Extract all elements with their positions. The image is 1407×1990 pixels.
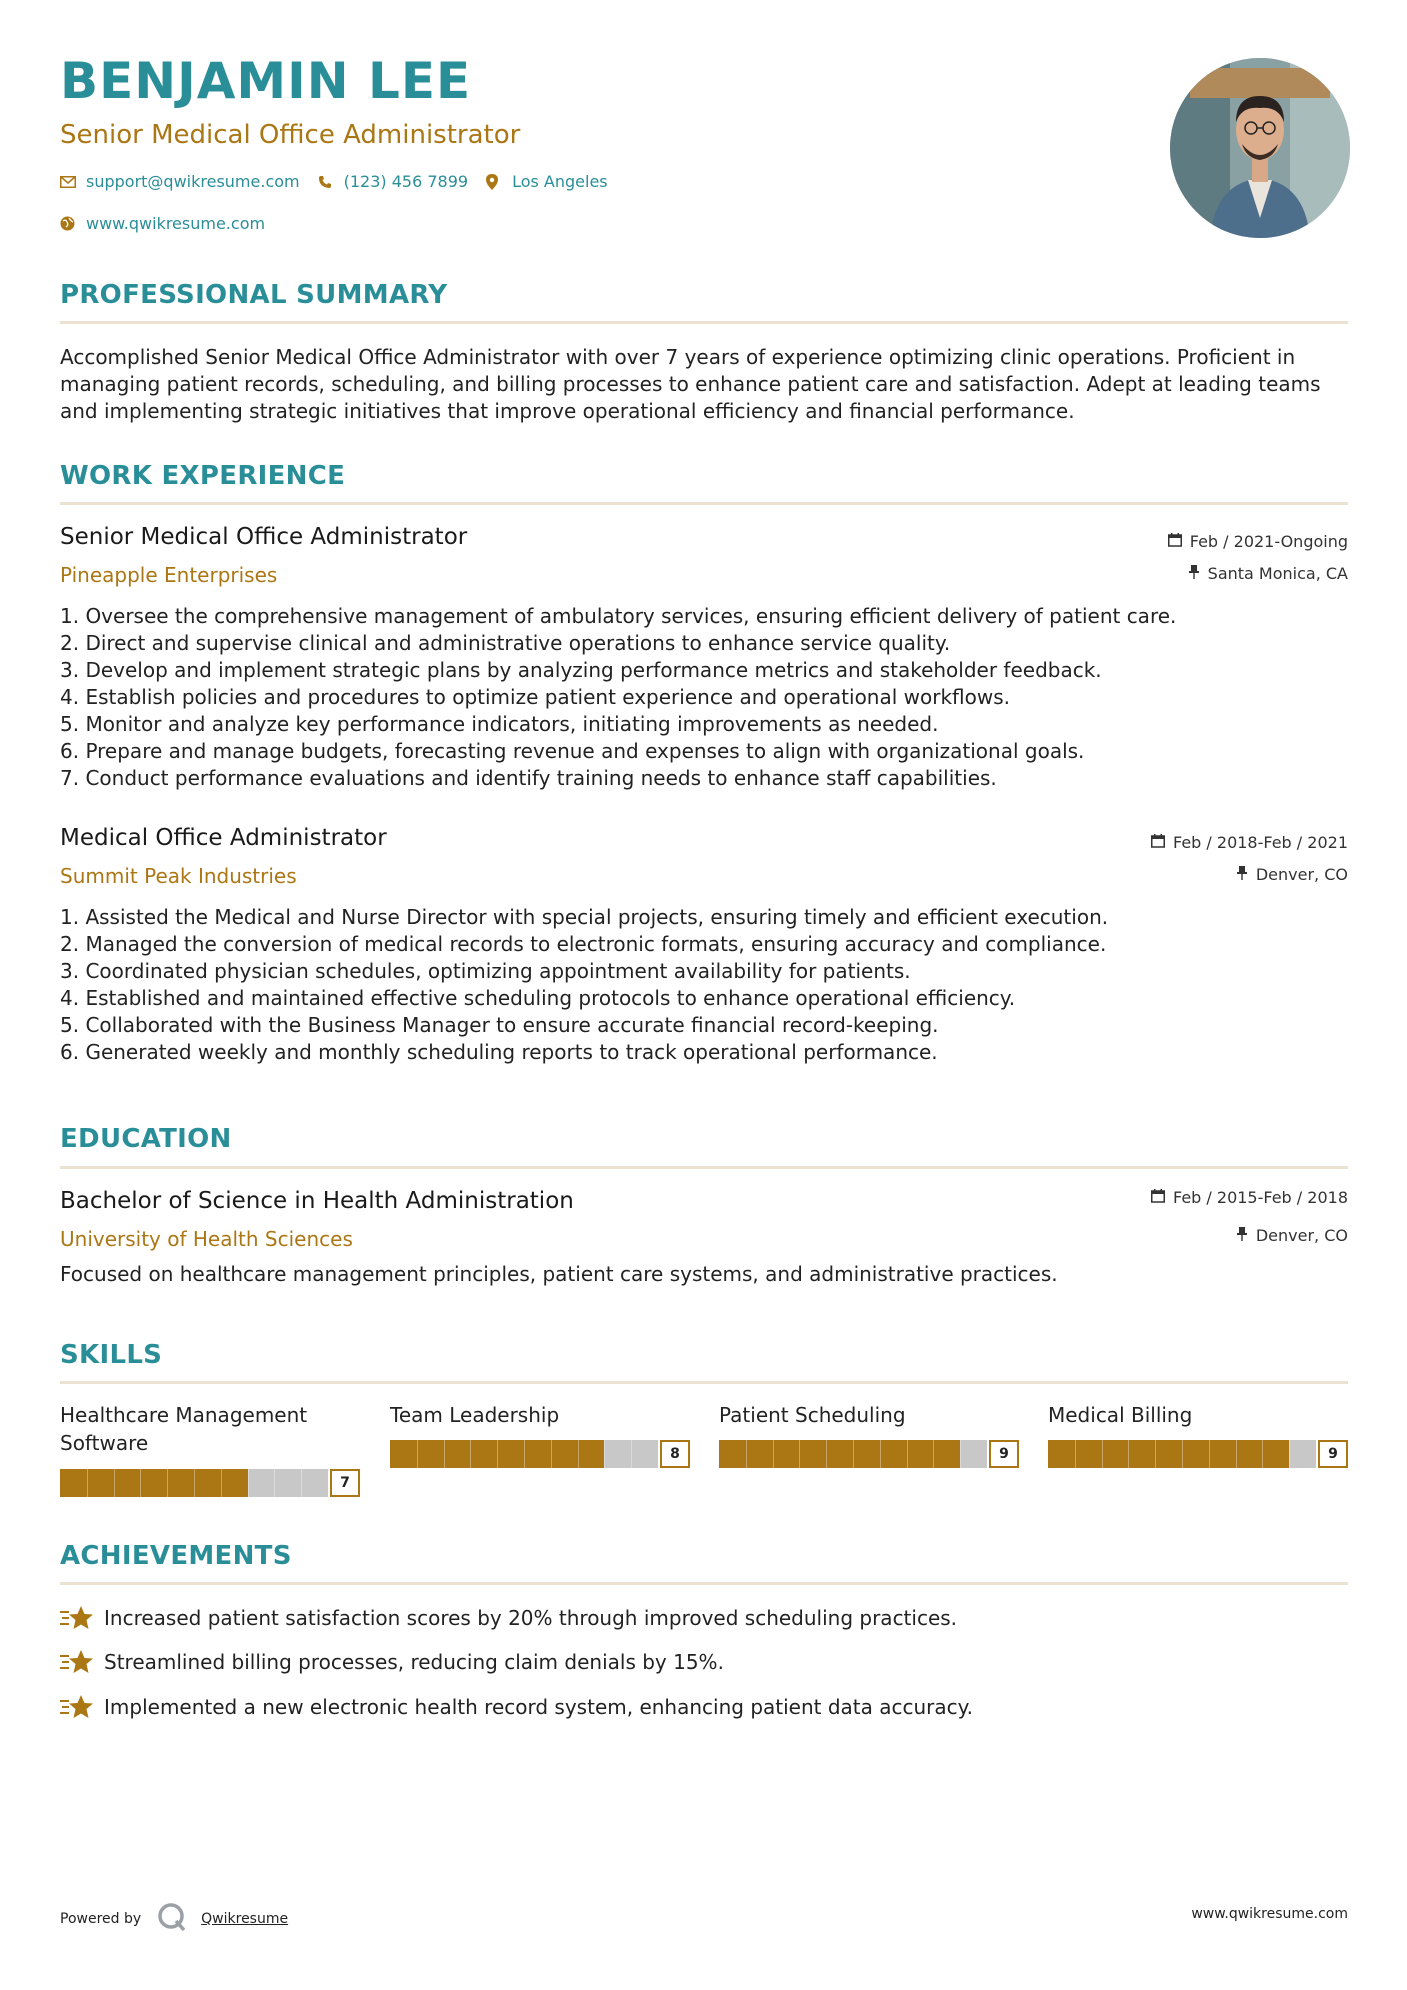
calendar-icon (1168, 533, 1182, 551)
job-location-text: Denver, CO (1255, 865, 1348, 884)
skill-level-badge: 8 (660, 1440, 690, 1468)
skill-bar-fill (1048, 1440, 1289, 1468)
skill-bar-fill (60, 1469, 248, 1497)
skill-name: Team Leadership (390, 1403, 560, 1427)
achievement-item (60, 1694, 973, 1720)
skill-bar-track (390, 1440, 658, 1468)
envelope-icon (60, 176, 86, 188)
skill-bar-segment (880, 1440, 881, 1468)
education-description: Focused on healthcare management principles, patient care systems, and administrative practices. (60, 1262, 1058, 1286)
skill-bar-track (719, 1440, 987, 1468)
skill-bar-segment (853, 1440, 854, 1468)
section-divider (60, 1166, 1348, 1169)
skill-bar-segment (960, 1440, 961, 1468)
company-name: Summit Peak Industries (60, 864, 297, 888)
skill-name: Healthcare Management Software (60, 1403, 308, 1455)
candidate-name: BENJAMIN LEE (60, 52, 472, 110)
skill-bar-segment (470, 1440, 471, 1468)
skill-level-badge: 9 (989, 1440, 1019, 1468)
skill-bar-segment (604, 1440, 605, 1468)
list-item: 2. Managed the conversion of medical records to electronic formats, ensuring accuracy and compliance. (60, 932, 1107, 956)
company-name: Pineapple Enterprises (60, 563, 278, 587)
skill-name: Medical Billing (1048, 1403, 1193, 1427)
list-item: 5. Monitor and analyze key performance indicators, initiating improvements as needed. (60, 712, 939, 736)
skill-bar-segment (194, 1469, 195, 1497)
skill-bar-fill (719, 1440, 960, 1468)
footer-powered-by (60, 1902, 288, 1936)
calendar-icon (1151, 1189, 1165, 1207)
skill-bar-segment (773, 1440, 774, 1468)
education-dates (1151, 1188, 1348, 1207)
job-bullets (60, 603, 1348, 792)
list-item: 1. Assisted the Medical and Nurse Director with special projects, ensuring timely and efficient execution. (60, 905, 1109, 929)
skill-level-badge: 9 (1318, 1440, 1348, 1468)
job-location-text: Santa Monica, CA (1207, 564, 1348, 583)
website-row (60, 214, 283, 233)
skill-bar-segment (221, 1469, 222, 1497)
skill-bar-segment (444, 1440, 445, 1468)
skill-bar-segment (1075, 1440, 1076, 1468)
skill-item (60, 1401, 360, 1457)
powered-by-label: Powered by (60, 1911, 142, 1927)
skill-name: Patient Scheduling (719, 1403, 906, 1427)
skill-bar (1048, 1440, 1348, 1468)
skill-bar-segment (248, 1469, 249, 1497)
education-location (1236, 1226, 1348, 1245)
list-item: 5. Collaborated with the Business Manager to ensure accurate financial record-keeping. (60, 1013, 939, 1037)
section-divider (60, 1381, 1348, 1384)
achievements-heading: ACHIEVEMENTS (60, 1541, 292, 1571)
location-text: Los Angeles (512, 172, 608, 191)
section-divider (60, 1582, 1348, 1585)
skill-item (719, 1401, 1019, 1429)
phone-number[interactable]: (123) 456 7899 (343, 172, 469, 191)
skill-bar (390, 1440, 690, 1468)
list-item: 6. Generated weekly and monthly scheduling reports to track operational performance. (60, 1040, 938, 1064)
map-pin-icon (486, 174, 512, 190)
section-divider (60, 502, 1348, 505)
pushpin-icon (1188, 565, 1200, 583)
list-item: 6. Prepare and manage budgets, forecasting revenue and expenses to align with organizational goals. (60, 739, 1085, 763)
resume-page (60, 0, 1348, 1990)
achievement-item (60, 1605, 957, 1631)
website-link[interactable]: www.qwikresume.com (86, 214, 266, 233)
calendar-icon (1151, 834, 1165, 852)
skill-bar-segment (87, 1469, 88, 1497)
skill-bar-segment (578, 1440, 579, 1468)
list-item: 1. Oversee the comprehensive management of ambulatory services, ensuring efficient delivery of patient care. (60, 604, 1177, 628)
skill-bar-segment (167, 1469, 168, 1497)
job-location (1236, 865, 1348, 884)
skills-heading: SKILLS (60, 1340, 163, 1370)
job-dates-text: Feb / 2018-Feb / 2021 (1173, 833, 1348, 852)
qwikresume-link[interactable]: Qwikresume (201, 1911, 289, 1927)
education-dates-text: Feb / 2015-Feb / 2018 (1173, 1188, 1348, 1207)
skill-bar-segment (907, 1440, 908, 1468)
skill-item (1048, 1401, 1348, 1429)
job-title: Medical Office Administrator (60, 825, 387, 851)
list-item: 2. Direct and supervise clinical and administrative operations to enhance service quality. (60, 631, 951, 655)
profile-photo (1170, 58, 1350, 238)
footer-url[interactable]: www.qwikresume.com (1191, 1906, 1348, 1922)
job-dates-text: Feb / 2021-Ongoing (1189, 532, 1348, 551)
job-dates (1151, 833, 1348, 852)
skill-bar-segment (826, 1440, 827, 1468)
list-item: 4. Established and maintained effective scheduling protocols to enhance operational efficiency. (60, 986, 1016, 1010)
degree-title: Bachelor of Science in Health Administration (60, 1188, 574, 1214)
skill-bar-track (60, 1469, 328, 1497)
pushpin-icon (1236, 866, 1248, 884)
globe-icon (60, 216, 86, 231)
star-icon (60, 1694, 104, 1720)
skill-bar-segment (1182, 1440, 1183, 1468)
experience-heading: WORK EXPERIENCE (60, 461, 346, 491)
skill-bar-segment (301, 1469, 302, 1497)
skill-bar-segment (1289, 1440, 1290, 1468)
skill-bar-track (1048, 1440, 1316, 1468)
skill-bar-segment (417, 1440, 418, 1468)
contact-row (60, 172, 626, 191)
skill-bar-segment (1128, 1440, 1129, 1468)
email-link[interactable]: support@qwikresume.com (86, 172, 300, 191)
skill-bar-segment (933, 1440, 934, 1468)
skill-item (390, 1401, 690, 1429)
skill-bar-segment (497, 1440, 498, 1468)
skill-bar-segment (1102, 1440, 1103, 1468)
education-location-text: Denver, CO (1255, 1226, 1348, 1245)
job-bullets (60, 904, 1348, 1066)
star-icon (60, 1605, 104, 1631)
section-divider (60, 321, 1348, 324)
skill-bar-segment (631, 1440, 632, 1468)
school-name: University of Health Sciences (60, 1227, 353, 1251)
list-item: 7. Conduct performance evaluations and identify training needs to enhance staff capabilities. (60, 766, 997, 790)
job-dates (1168, 532, 1348, 551)
achievement-text: Streamlined billing processes, reducing claim denials by 15%. (104, 1650, 724, 1674)
pushpin-icon (1236, 1227, 1248, 1245)
skill-bar-segment (1262, 1440, 1263, 1468)
skill-bar-segment (1209, 1440, 1210, 1468)
list-item: 4. Establish policies and procedures to optimize patient experience and operational workflows. (60, 685, 1011, 709)
job-location (1188, 564, 1348, 583)
list-item: 3. Develop and implement strategic plans by analyzing performance metrics and stakeholder feedback. (60, 658, 1102, 682)
achievement-item (60, 1649, 724, 1675)
star-icon (60, 1649, 104, 1675)
summary-text: Accomplished Senior Medical Office Administrator with over 7 years of experience optimizing clinic operations. Proficient in managing patient records, scheduling, and billing processes to enhance patient care and satisfaction. Adept at leading teams and implementing strategic initiatives that improve operational efficiency and financial performance. (60, 345, 1321, 423)
skill-bar-segment (114, 1469, 115, 1497)
qwikresume-logo-icon (157, 1902, 187, 1936)
list-item: 3. Coordinated physician schedules, optimizing appointment availability for patients. (60, 959, 911, 983)
skill-bar-segment (524, 1440, 525, 1468)
skill-bar-segment (551, 1440, 552, 1468)
skill-bar-segment (274, 1469, 275, 1497)
summary-heading: PROFESSIONAL SUMMARY (60, 280, 448, 310)
skill-bar-segment (746, 1440, 747, 1468)
skill-bar (719, 1440, 1019, 1468)
skill-bar-segment (140, 1469, 141, 1497)
achievement-text: Implemented a new electronic health record system, enhancing patient data accuracy. (104, 1695, 973, 1719)
education-heading: EDUCATION (60, 1124, 232, 1154)
skill-bar-segment (1155, 1440, 1156, 1468)
candidate-title: Senior Medical Office Administrator (60, 120, 521, 150)
achievement-text: Increased patient satisfaction scores by 20% through improved scheduling practices. (104, 1606, 958, 1630)
skill-bar (60, 1469, 360, 1497)
job-title: Senior Medical Office Administrator (60, 524, 468, 550)
skill-bar-segment (799, 1440, 800, 1468)
phone-icon (318, 175, 344, 189)
skill-level-badge: 7 (330, 1469, 360, 1497)
skill-bar-segment (1236, 1440, 1237, 1468)
